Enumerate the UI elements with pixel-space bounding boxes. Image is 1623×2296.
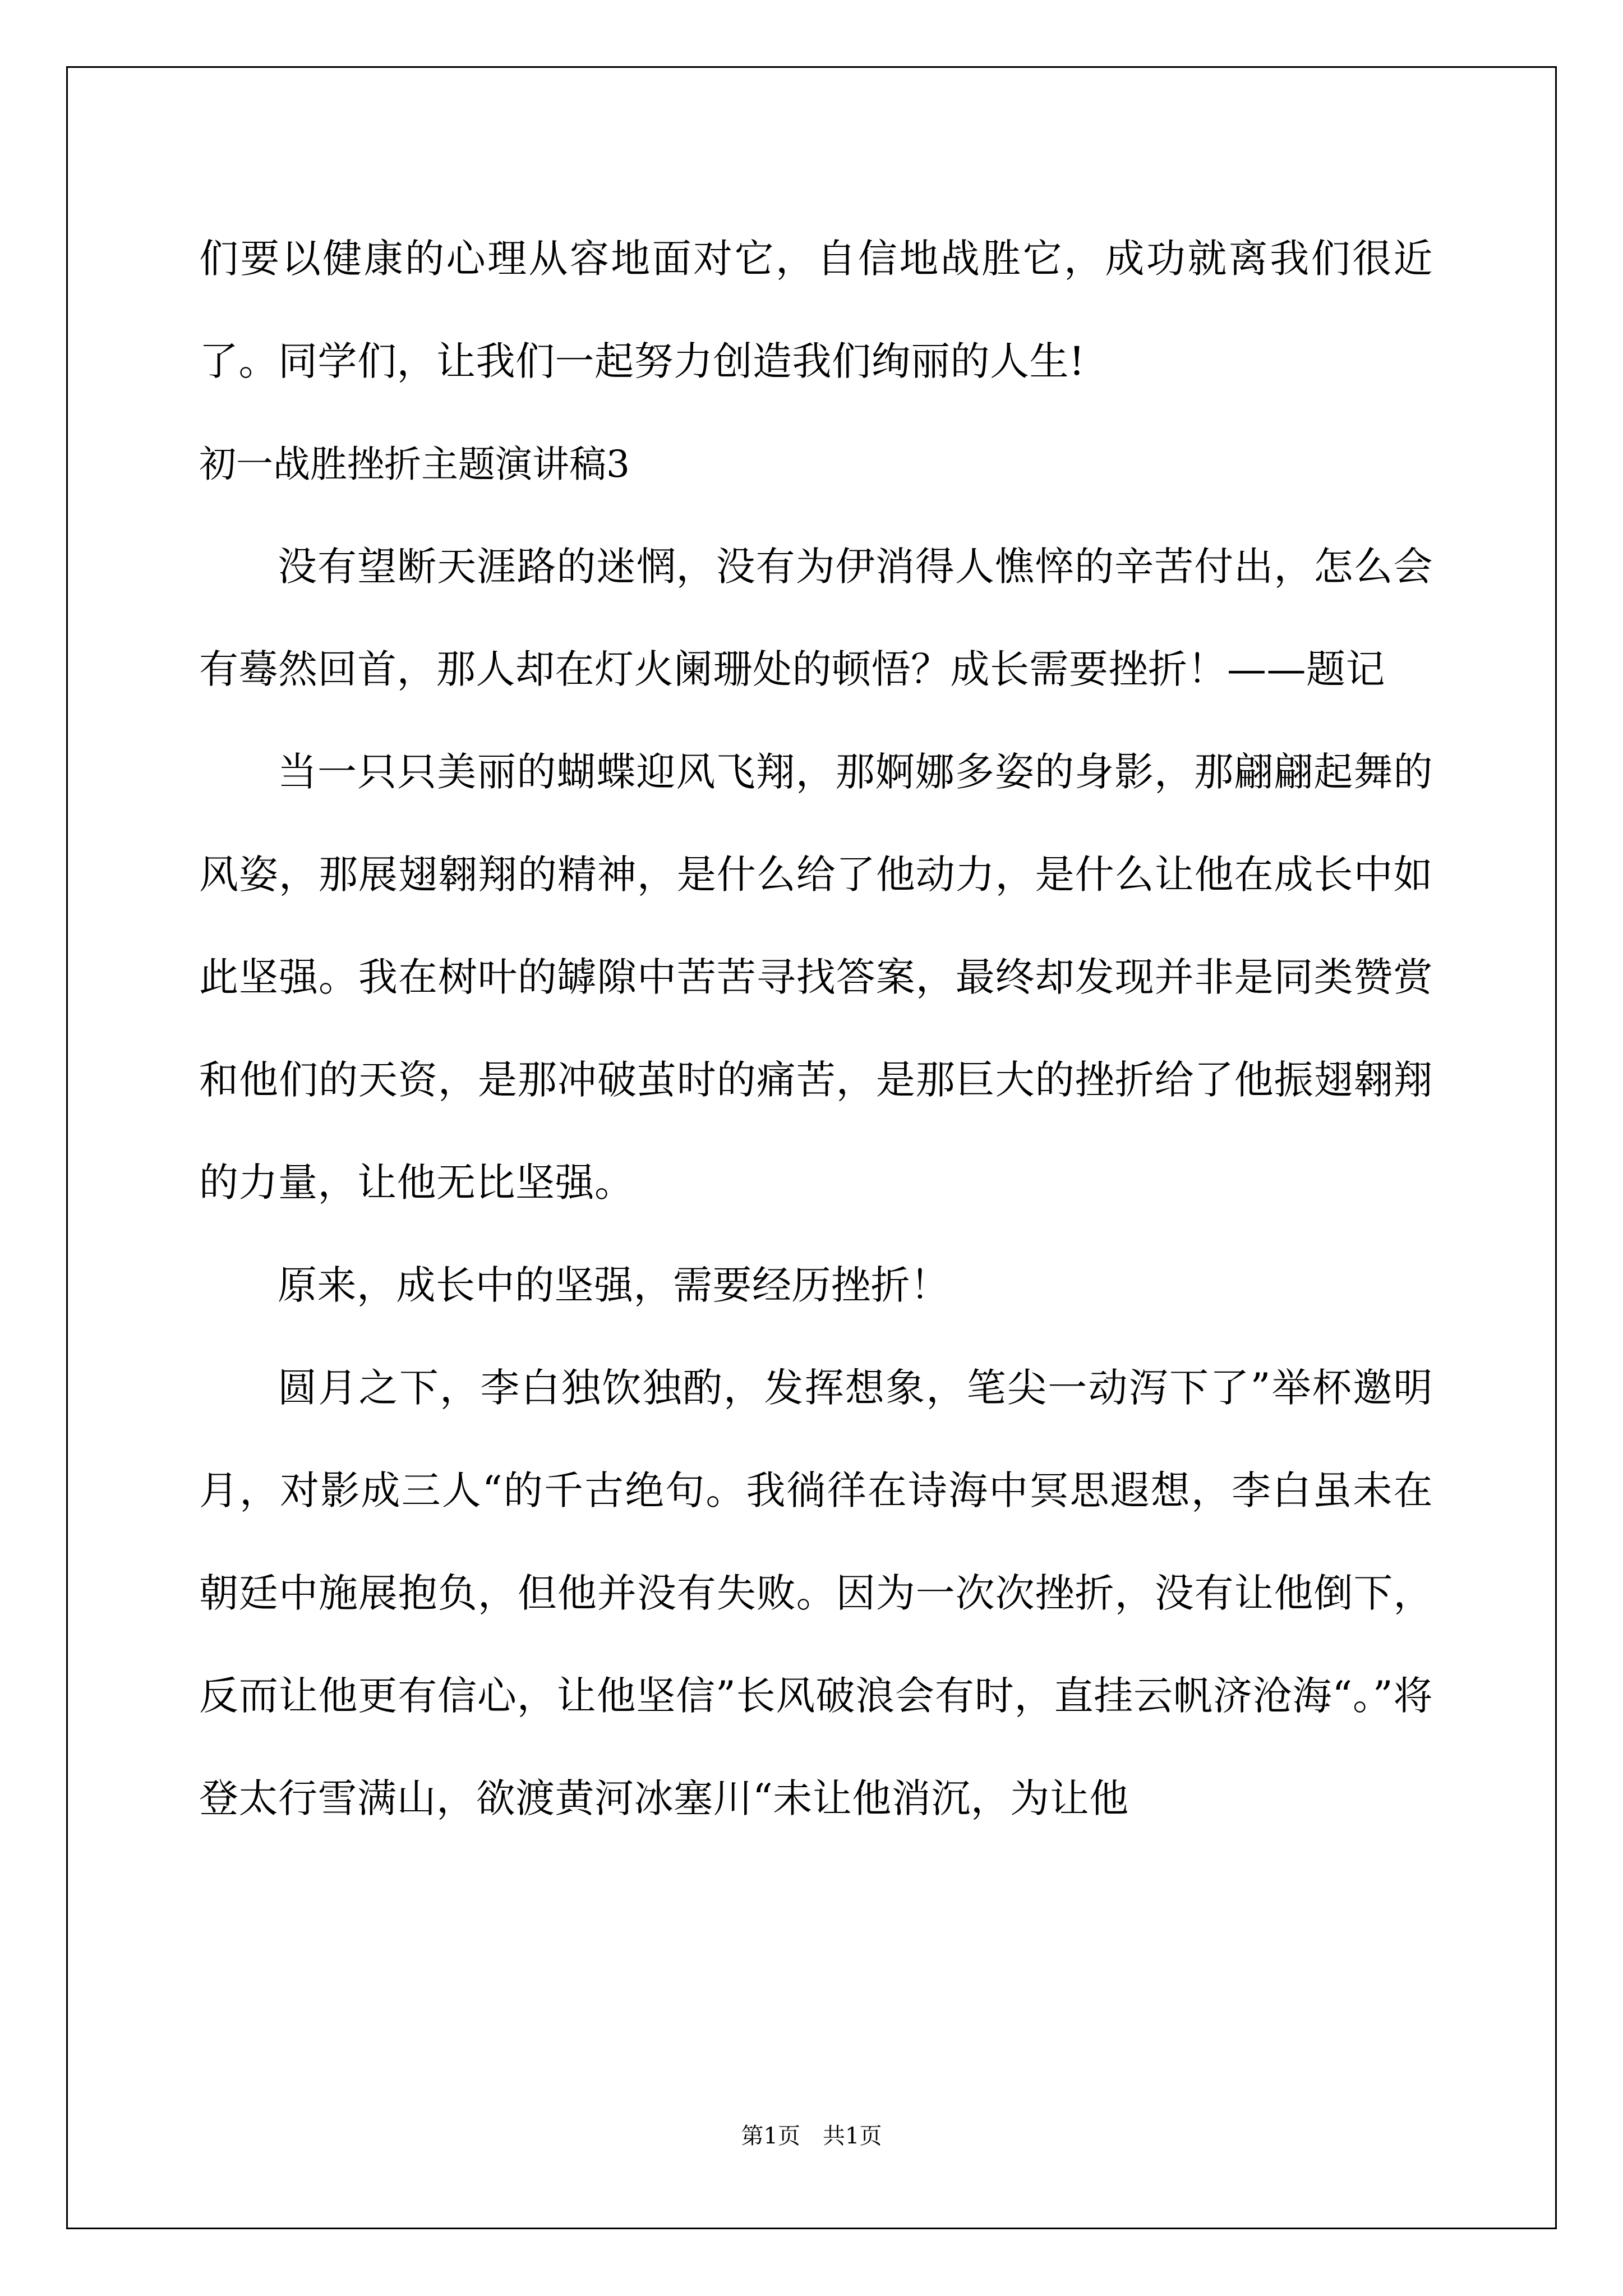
document-body bbox=[199, 208, 1433, 1850]
paragraph-li-bai: 圆月之下，李白独饮独酌，发挥想象，笔尖一动泻下了”举杯邀明月，对影成三人“的千古绝句。我徜徉在诗海中冥思遐想，李白虽未在朝廷中施展抱负，但他并没有失败。因为一次次挫折，没有让他倒下，反而让他更有信心，让他坚信”长风破浪会有时，直挂云帆济沧海“。”将登太行雪满山，欲渡黄河冰塞川“未让他消沉，为让他 bbox=[199, 1365, 1433, 1821]
paragraph-conclusion: 原来，成长中的坚强，需要经历挫折！ bbox=[278, 1262, 950, 1308]
paragraph-butterfly: 当一只只美丽的蝴蝶迎风飞翔，那婀娜多姿的身影，那翩翩起舞的风姿，那展翅翱翔的精神，是什么给了他动力，是什么让他在成长中如此坚强。我在树叶的罅隙中苦苦寻找答案，最终却发现并非是同类赞赏和他们的天资，是那冲破茧时的痛苦，是那巨大的挫折给了他振翅翱翔的力量，让他无比坚强。 bbox=[199, 749, 1433, 1205]
paragraph-epigraph: 没有望断天涯路的迷惘，没有为伊消得人憔悴的辛苦付出，怎么会有蓦然回首，那人却在灯火阑珊处的顿悟？成长需要挫折！——题记 bbox=[199, 544, 1433, 692]
paragraph-continuation: 们要以健康的心理从容地面对它，自信地战胜它，成功就离我们很近了。同学们，让我们一起努力创造我们绚丽的人生! bbox=[199, 236, 1433, 384]
section-heading: 初一战胜挫折主题演讲稿3 bbox=[199, 443, 630, 486]
page-footer: 第1页 共1页 bbox=[741, 2123, 882, 2149]
